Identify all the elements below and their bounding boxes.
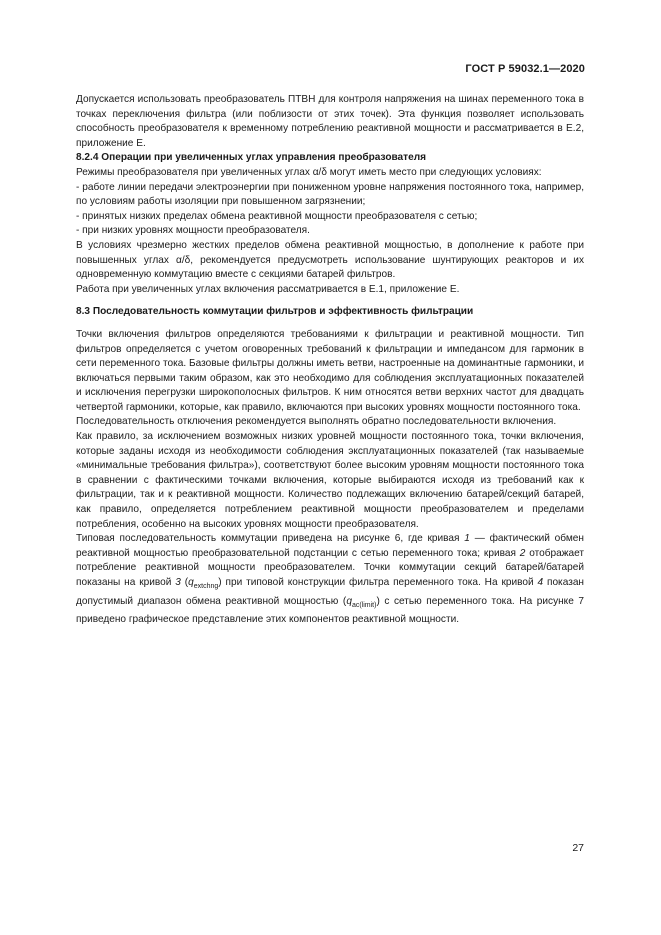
section-heading-8-2-4: 8.2.4 Операции при увеличенных углах управления преобразователя	[76, 152, 427, 164]
list-item: - принятых низких пределах обмена реактивной мощности преобразователя с сетью;	[76, 210, 478, 222]
paragraph: В условиях чрезмерно жестких пределов обмена реактивной мощностью, в дополнение к работе при повышенных углах α/δ, рекомендуется предусмотреть использование шунтирующих реакторов и их одновременную коммутацию вместе с секциями батарей фильтров.	[76, 239, 584, 281]
text-run: отображает потребление реактивной мощности преобразователем. Точки коммутации секций батарей/батарей показаны на кривой	[76, 547, 584, 588]
curve-number: 4	[537, 577, 544, 588]
paragraph: Точки включения фильтров определяются требованиями к фильтрации и реактивной мощности. Тип фильтров определяется с учетом оговоренных требований к фильтрации и импедансом для гармоник в сети переменного тока. Базовые фильтры должны иметь ветви, настроенные на доминантные гармоники, и включаться первыми таким образом, как это необходимо для соблюдения эксплуатационных показателей и исключения перегрузки широкополосных фильтров. К ним относятся ветви верхних частот для двадцать четвертой гармоники, которые, как правило, включаются при высоких уровнях мощности постоянного тока.	[76, 328, 584, 413]
document-standard-header: ГОСТ Р 59032.1—2020	[465, 63, 585, 75]
list-item: - при низких уровнях мощности преобразователя.	[76, 225, 310, 237]
section-heading-8-3: 8.3 Последовательность коммутации фильтров и эффективность фильтрации	[76, 306, 474, 318]
paragraph: Допускается использовать преобразователь ПТВН для контроля напряжения на шинах переменного тока в точках переключения фильтра (или поблизости от этих точек). Эта функция позволяет использовать способность преобразователя к временному потреблению реактивной мощности и рассматривается в Е.2, приложение Е.	[76, 94, 584, 149]
paragraph: Последовательность отключения рекомендуется выполнять обратно последовательности включения.	[76, 416, 557, 428]
list-item: - работе линии передачи электроэнергии при пониженном уровне напряжения постоянного тока, например, по условиям работы изоляции при повышенном загрязнении;	[76, 181, 584, 208]
curve-number: 2	[519, 547, 526, 559]
symbol-letter: q	[188, 577, 194, 588]
paragraph: Режимы преобразователя при увеличенных углах α/δ могут иметь место при следующих условиях:	[76, 166, 542, 178]
document-body	[76, 93, 584, 628]
curve-number: 1	[464, 533, 470, 545]
paragraph: Работа при увеличенных углах включения рассматривается в Е.1, приложение Е.	[76, 283, 460, 295]
text-run: Типовая последовательность коммутации приведена на рисунке 6, где кривая	[76, 533, 465, 545]
symbol-q-ac-limit	[346, 596, 376, 607]
page-number: 27	[572, 842, 584, 854]
text-run: (	[180, 577, 189, 588]
symbol-letter: q	[346, 595, 352, 607]
text-run: показан допустимый диапазон обмена реактивной мощностью (	[76, 577, 585, 607]
paragraph-figure-reference	[76, 532, 584, 628]
text-run: — фактический обмен реактивной мощностью преобразовательной подстанции с сетью переменного тока; кривая	[76, 533, 584, 559]
curve-number: 3	[175, 577, 181, 588]
paragraph: Как правило, за исключением возможных низких уровней мощности постоянного тока, точки включения, которые заданы исходя из необходимости соблюдения эксплуатационных показателей (так называемые «минимальные требования фильтра»), соответствуют более высоким уровням мощности постоянного тока в сравнении с фактическими точками включения, которые выбираются исходя из требований как к фильтрации, так и к реактивной мощности. Количество подлежащих включению батарей/секций батарей, как правило, определяется потреблением реактивной мощности преобразователем и пределами потребления, особенно на высоких уровнях мощности преобразователя.	[76, 431, 584, 530]
symbol-subscript: ac(limit)	[351, 601, 377, 609]
text-run: ) при типовой конструкции фильтра переменного тока. На кривой	[218, 577, 538, 588]
symbol-subscript: extchng	[193, 583, 219, 591]
symbol-q-extchng	[188, 577, 219, 591]
text-run: ) с сетью переменного тока. На рисунке 7 приведено графическое представление этих компонентов реактивной мощности.	[76, 595, 585, 626]
